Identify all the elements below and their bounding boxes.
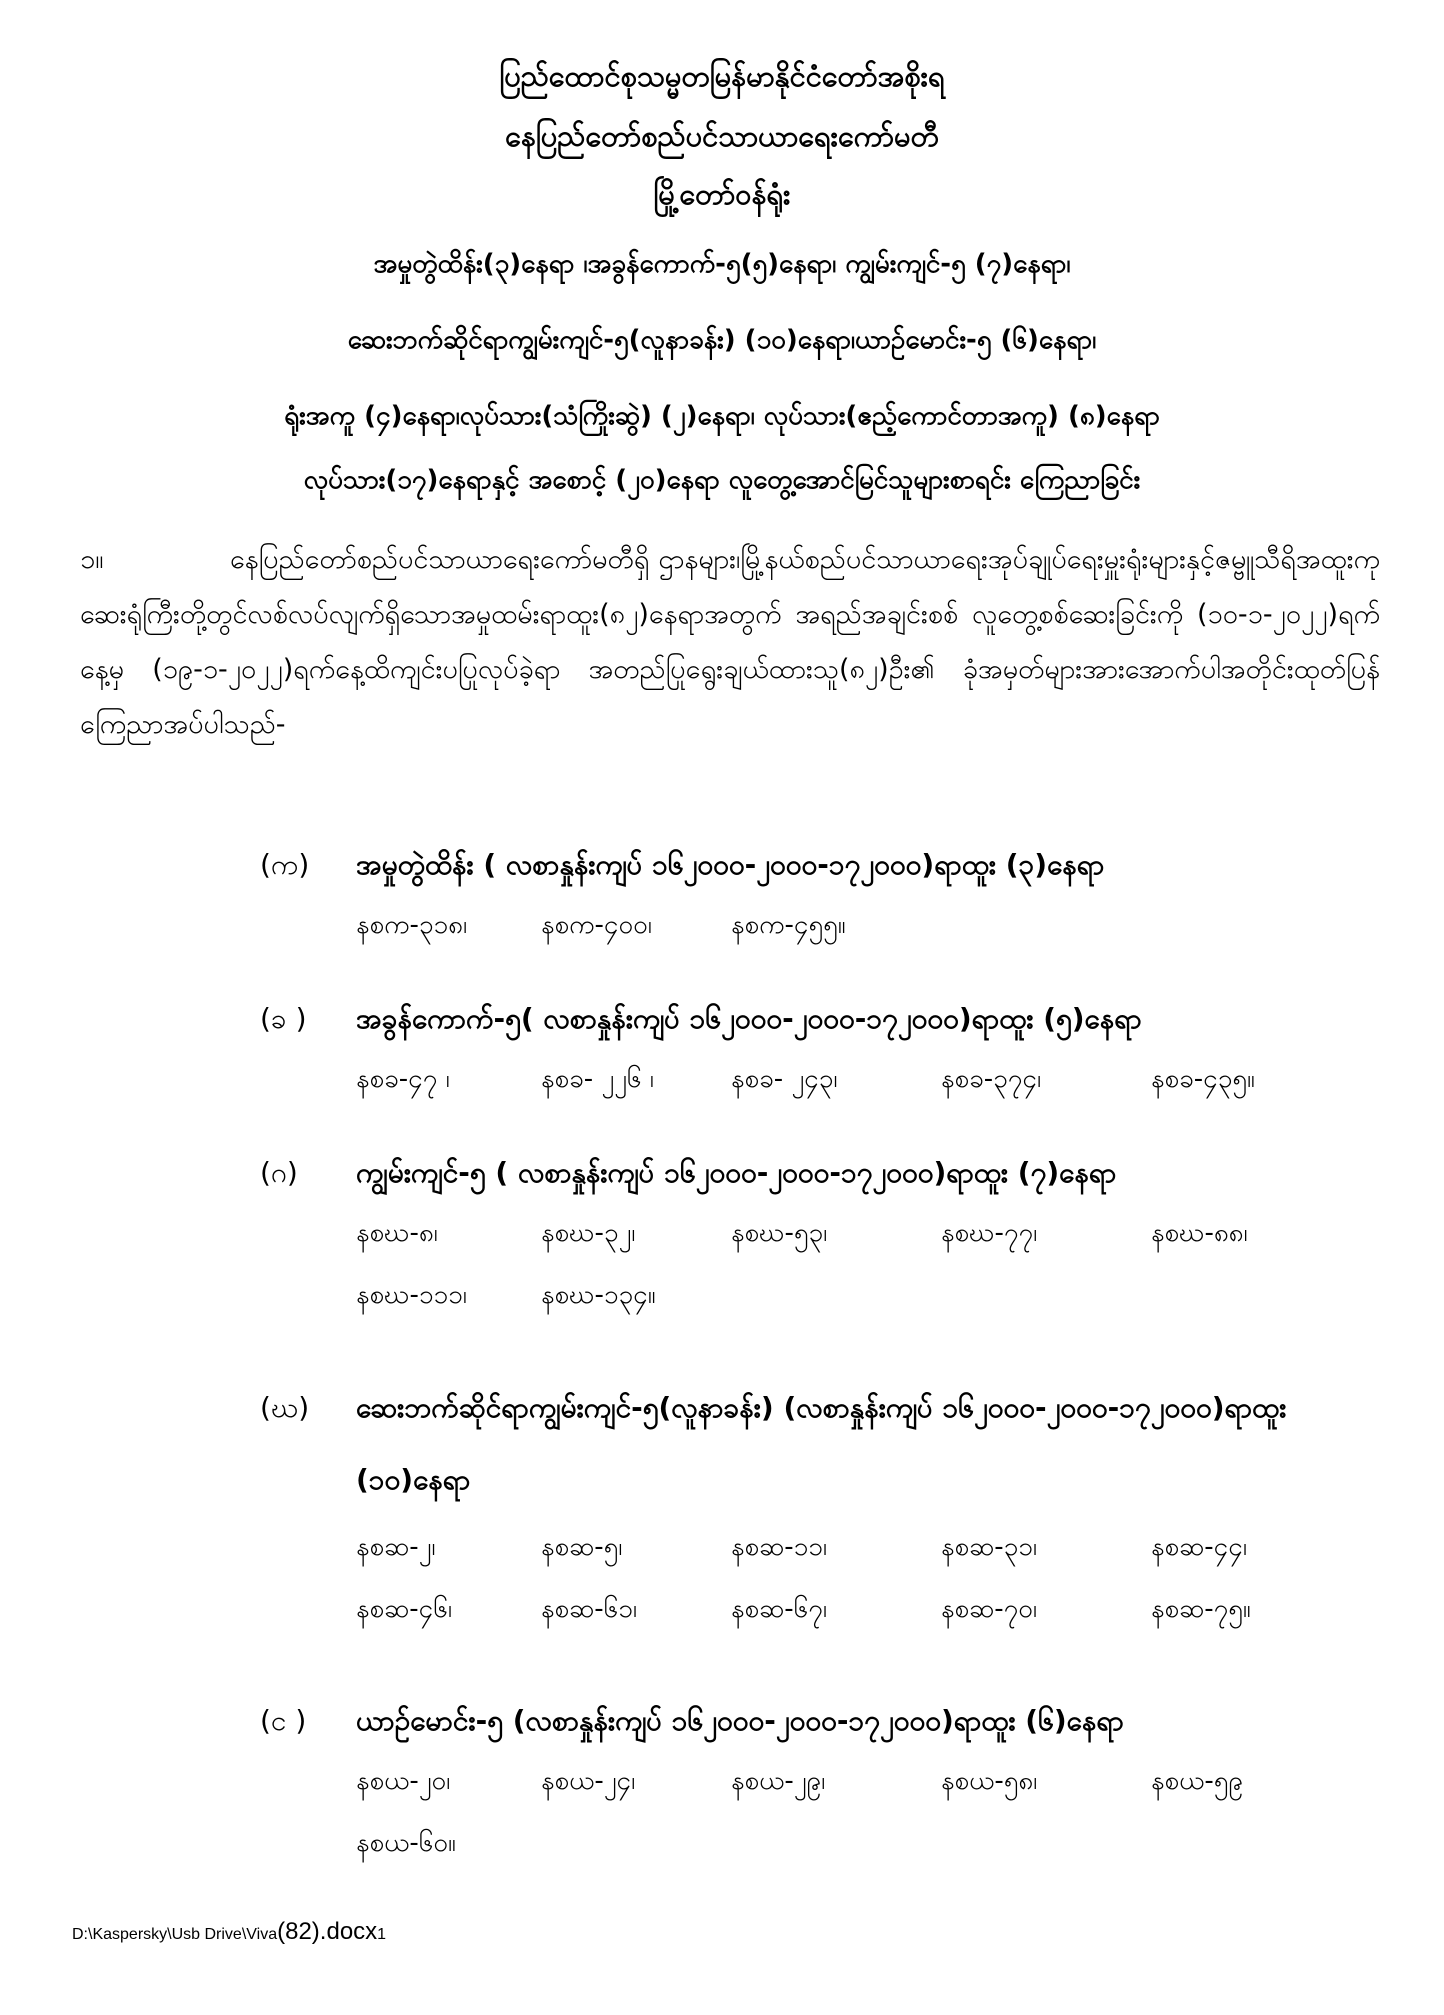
section-ka [260, 836, 1370, 956]
section-label: (င ) [260, 1704, 307, 1737]
intro-paragraph [80, 532, 1380, 752]
exam-code: နစယ-၂၀၊ [356, 1766, 451, 1796]
exam-code: နစက-၄၀၀၊ [541, 910, 652, 940]
exam-code: နစဆ-၂၊ [356, 1532, 436, 1562]
footer-number: (82) [277, 1918, 320, 1945]
exam-code: နစယ-၆၀။ [356, 1828, 456, 1858]
exam-code: နစခ-၄၃၅။ [1151, 1064, 1255, 1094]
exam-code: နစဆ-၆၇၊ [731, 1594, 827, 1624]
exam-code: နစခ- ၂၂၆ ၊ [541, 1064, 654, 1094]
exam-code: နစဃ-၃၂၊ [541, 1218, 636, 1248]
exam-code: နစဃ-၈၈၊ [1151, 1218, 1248, 1248]
code-list [260, 1202, 1370, 1326]
exam-code: နစခ-၃၇၄၊ [941, 1064, 1042, 1094]
exam-code: နစက-၃၁၈၊ [356, 910, 468, 940]
header-announcement: လုပ်သား(၁၇)နေရာနှင့် အစောင့် (၂၀)နေရာ လူတွေ့အောင်မြင်သူများစာရင်း ကြေညာခြင်း [303, 465, 1141, 495]
exam-code: နစဆ-၄၄၊ [1151, 1532, 1247, 1562]
exam-code: နစယ-၅၉ [1151, 1766, 1243, 1796]
footer-extension: .docx [319, 1918, 378, 1945]
exam-code: နစခ-၄၇ ၊ [356, 1064, 450, 1094]
footer-path: D:\Kaspersky\Usb Drive\Viva [72, 1926, 278, 1943]
intro-text: နေပြည်တော်စည်ပင်သာယာရေးကော်မတီရှိ ဌာနများ၊မြို့နယ်စည်ပင်သာယာရေးအုပ်ချုပ်ရေးမှူးရုံးများနှင့်ဇမ္ဗူသီရိအထူးကုဆေးရုံကြီးတို့တွင်လစ်လပ်လျက်ရှိသောအမှုထမ်းရာထူး(၈၂)နေရာအတွက် အရည်အချင်းစစ် လူတွေ့စစ်ဆေးခြင်းကို (၁၀-၁-၂၀၂၂)ရက်နေ့မှ (၁၉-၁-၂၀၂၂)ရက်နေ့ထိကျင်းပပြုလုပ်ခဲ့ရာ အတည်ပြုရွေးချယ်ထားသူ(၈၂)ဦး၏ ခုံအမှတ်များအားအောက်ပါအတိုင်းထုတ်ပြန် ကြေညာအပ်ပါသည်- [80, 544, 1380, 740]
exam-code: နစဆ-၆၁၊ [541, 1594, 637, 1624]
section-label: (ဂ) [260, 1156, 298, 1189]
footer-page-number: 1 [377, 1926, 387, 1943]
header-positions-1: အမှုတွဲထိန်း(၃)နေရာ ၊အခွန်ကောက်-၅(၅)နေရာ၊ ကျွမ်းကျင်-၅ (၇)နေရာ၊ [373, 249, 1071, 279]
section-title: အခွန်ကောက်-၅( လစာနှုန်းကျပ် ၁၆၂၀၀၀-၂၀၀၀-၁၇၂၀၀၀)ရာထူး (၅)နေရာ [356, 1002, 1142, 1035]
section-title: ယာဉ်မောင်း-၅ (လစာနှုန်းကျပ် ၁၆၂၀၀၀-၂၀၀၀-၁၇၂၀၀၀)ရာထူး (၆)နေရာ [356, 1704, 1124, 1737]
exam-code: နစဆ-၄၆၊ [356, 1594, 452, 1624]
code-list [260, 1516, 1370, 1640]
exam-code: နစက-၄၅၅။ [731, 910, 846, 940]
section-ga [260, 1144, 1370, 1326]
section-title: ဆေးဘက်ဆိုင်ရာကျွမ်းကျင်-၅(လူနာခန်း) (လစာနှုန်းကျပ် ၁၆၂၀၀၀-၂၀၀၀-၁၇၂၀၀၀)ရာထူး (၁၀)နေရာ [356, 1391, 1287, 1496]
code-list [260, 1750, 1370, 1874]
header-committee: နေပြည်တော်စည်ပင်သာယာရေးကော်မတီ [505, 119, 939, 153]
exam-code: နစယ-၂၄၊ [541, 1766, 636, 1796]
exam-code: နစဃ-၁၃၄။ [541, 1280, 656, 1310]
header-government: ပြည်ထောင်စုသမ္မတမြန်မာနိုင်ငံတော်အစိုးရ [499, 59, 945, 93]
code-list [260, 894, 1370, 956]
section-nga [260, 1692, 1370, 1874]
exam-code: နစဃ-၁၁၁၊ [356, 1280, 467, 1310]
exam-code: နစခ- ၂၄၃၊ [731, 1064, 838, 1094]
section-label: (ဃ) [260, 1391, 310, 1424]
exam-code: နစယ-၅၈၊ [941, 1766, 1038, 1796]
section-title: ကျွမ်းကျင်-၅ ( လစာနှုန်းကျပ် ၁၆၂၀၀၀-၂၀၀၀-၁၇၂၀၀၀)ရာထူး (၇)နေရာ [356, 1156, 1117, 1189]
paragraph-number: ၁။ [80, 544, 104, 575]
header-office: မြို့တော်ဝန်ရုံး [653, 177, 791, 211]
section-label: (ခ ) [260, 1002, 307, 1035]
code-list [260, 1048, 1370, 1110]
exam-code: နစယ-၂၉၊ [731, 1766, 826, 1796]
exam-code: နစဆ-၃၁၊ [941, 1532, 1037, 1562]
file-path-footer [72, 1918, 386, 1946]
section-gha [260, 1372, 1370, 1640]
section-kha [260, 990, 1370, 1110]
exam-code: နစဆ-၅၊ [541, 1532, 623, 1562]
exam-code: နစဃ-၈၊ [356, 1218, 438, 1248]
exam-code: နစဃ-၇၇၊ [941, 1218, 1038, 1248]
section-label: (က) [260, 848, 310, 881]
exam-code: နစဆ-၇၅။ [1151, 1594, 1251, 1624]
exam-code: နစဆ-၇၀၊ [941, 1594, 1037, 1624]
header-positions-3: ရုံးအကူ (၄)နေရာ၊လုပ်သား(သံကြိုးဆွဲ) (၂)နေရာ၊ လုပ်သား(ဧည့်ကောင်တာအကူ) (၈)နေရာ [284, 401, 1160, 431]
exam-code: နစဆ-၁၁၊ [731, 1532, 827, 1562]
section-title: အမှုတွဲထိန်း ( လစာနှုန်းကျပ် ၁၆၂၀၀၀-၂၀၀၀-၁၇၂၀၀၀)ရာထူး (၃)နေရာ [356, 848, 1105, 881]
header-positions-2: ဆေးဘက်ဆိုင်ရာကျွမ်းကျင်-၅(လူနာခန်း) (၁၀)နေရာ၊ယာဉ်မောင်း-၅ (၆)နေရာ၊ [347, 325, 1097, 355]
exam-code: နစဃ-၅၃၊ [731, 1218, 828, 1248]
